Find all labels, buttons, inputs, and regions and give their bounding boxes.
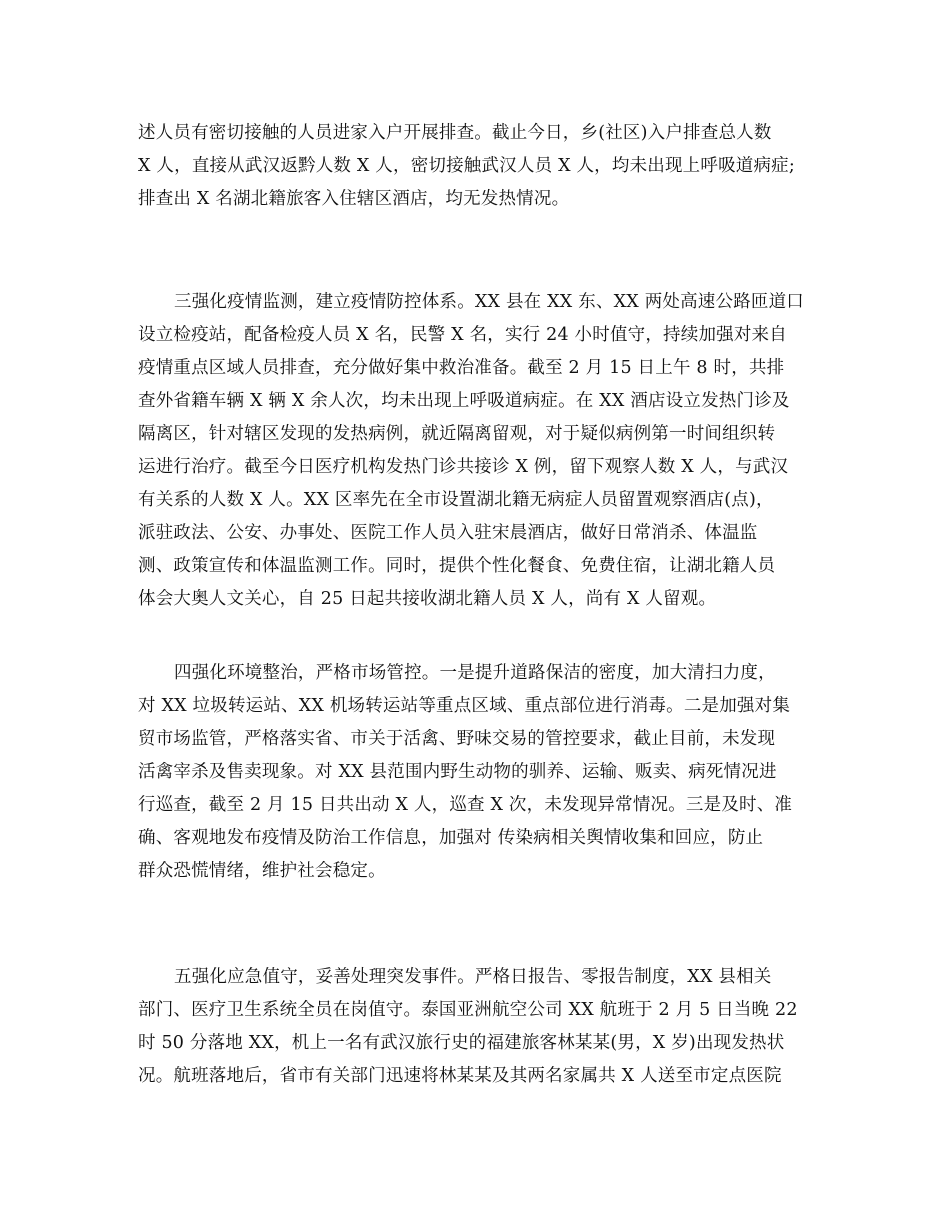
text-line: 派驻政法、公安、办事处、医院工作人员入驻宋晨酒店，做好日常消杀、体温监	[138, 523, 758, 543]
text-line: 贸市场监管，严格落实省、市关于活禽、野味交易的管控要求，截止目前，未发现	[138, 729, 776, 749]
text-line: 部门、医疗卫生系统全员在岗值守。泰国亚洲航空公司 XX 航班于 2 月 5 日当晚 22	[138, 1000, 798, 1020]
text-line: 行巡查，截至 2 月 15 日共出动 X 人，巡查 X 次，未发现异常情况。三是及时、准	[138, 795, 793, 815]
paragraph-section-3	[138, 286, 818, 616]
text-line: 时 50 分落地 XX，机上一名有武汉旅行史的福建旅客林某某(男，X 岁)出现发热状	[138, 1033, 785, 1053]
text-line: 有关系的人数 X 人。XX 区率先在全市设置湖北籍无病症人员留置观察酒店(点)，	[138, 490, 774, 510]
text-line: 测、政策宣传和体温监测工作。同时，提供个性化餐食、免费住宿，让湖北籍人员	[138, 556, 776, 576]
text-line: 三强化疫情监测，建立疫情防控体系。XX 县在 XX 东、XX 两处高速公路匝道口	[174, 292, 804, 312]
paragraph-section-5	[138, 961, 818, 1093]
text-line: 四强化环境整治，严格市场管控。一是提升道路保洁的密度，加大清扫力度，	[174, 663, 776, 683]
text-line: 设立检疫站，配备检疫人员 X 名，民警 X 名，实行 24 小时值守，持续加强对来自	[138, 325, 787, 345]
text-line: 排查出 X 名湖北籍旅客入住辖区酒店，均无发热情况。	[138, 189, 570, 209]
text-line: 疫情重点区域人员排查，充分做好集中救治准备。截至 2 月 15 日上午 8 时，共排	[138, 358, 785, 378]
text-line: 隔离区，针对辖区发现的发热病例，就近隔离留观，对于疑似病例第一时间组织转	[138, 424, 776, 444]
text-line: 对 XX 垃圾转运站、XX 机场转运站等重点区域、重点部位进行消毒。二是加强对集	[138, 696, 791, 716]
text-line: 群众恐慌情绪，维护社会稳定。	[138, 861, 386, 881]
text-line: 五强化应急值守，妥善处理突发事件。严格日报告、零报告制度，XX 县相关	[174, 967, 772, 987]
text-line: 述人员有密切接触的人员进家入户开展排查。截止今日，乡(社区)入户排查总人数	[138, 123, 772, 143]
text-line: 运进行治疗。截至今日医疗机构发热门诊共接诊 X 例，留下观察人数 X 人，与武汉	[138, 457, 789, 477]
paragraph-section-4	[138, 657, 818, 888]
text-line: 确、客观地发布疫情及防治工作信息，加强对 传染病相关舆情收集和回应，防止	[138, 828, 764, 848]
text-line: 活禽宰杀及售卖现象。对 XX 县范围内野生动物的驯养、运输、贩卖、病死情况进	[138, 762, 777, 782]
text-line: 查外省籍车辆 X 辆 X 余人次，均未出现上呼吸道病症。在 XX 酒店设立发热门诊及	[138, 391, 790, 411]
text-line: 体会大奥人文关心，自 25 日起共接收湖北籍人员 X 人，尚有 X 人留观。	[138, 589, 717, 609]
text-line: X 人，直接从武汉返黔人数 X 人，密切接触武汉人员 X 人，均未出现上呼吸道病症;	[138, 156, 795, 176]
text-line: 况。航班落地后，省市有关部门迅速将林某某及其两名家属共 X 人送至市定点医院	[138, 1066, 782, 1086]
paragraph-continuation	[138, 117, 818, 216]
